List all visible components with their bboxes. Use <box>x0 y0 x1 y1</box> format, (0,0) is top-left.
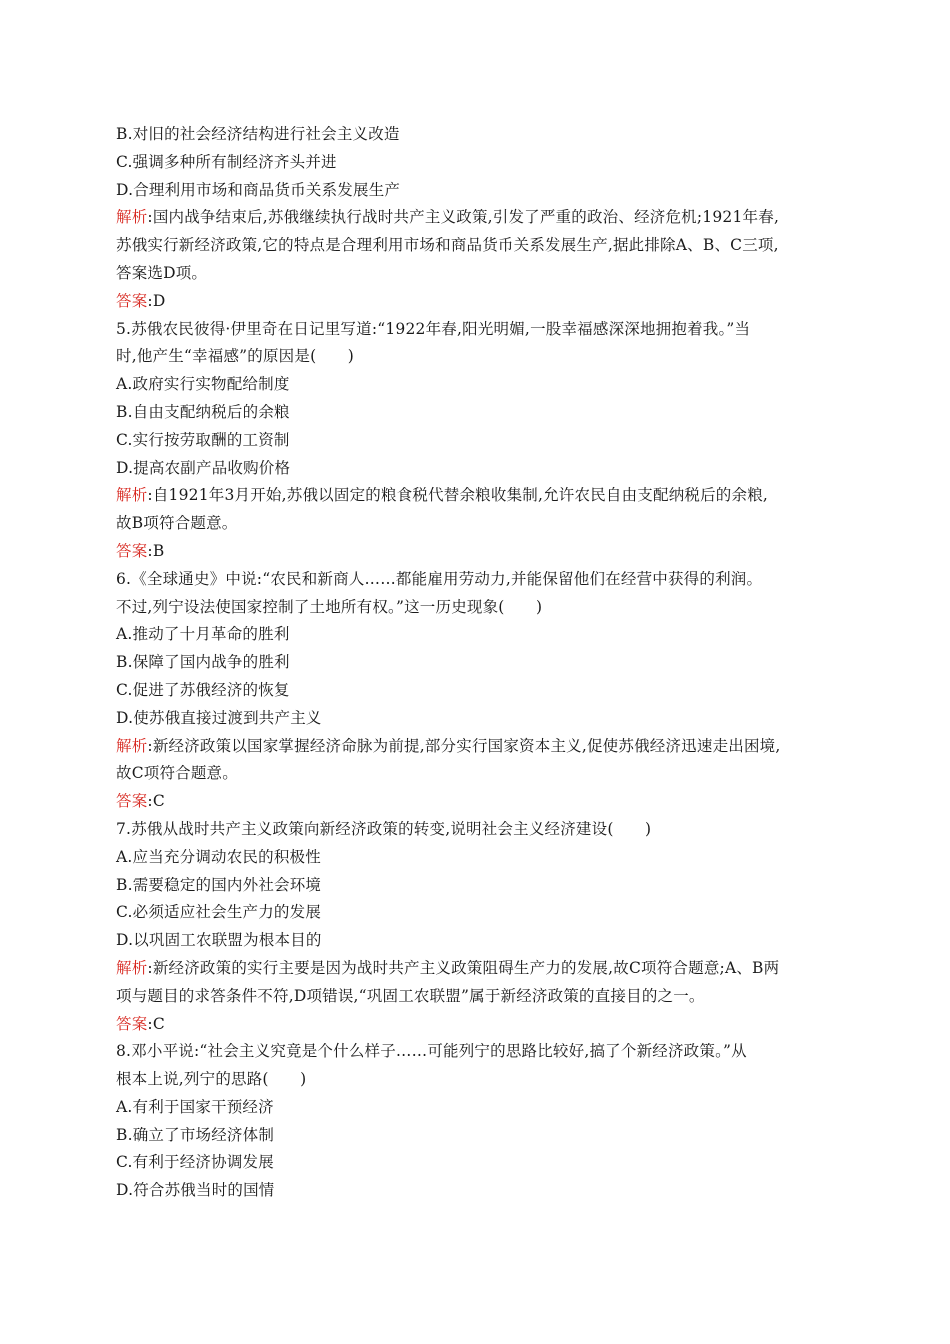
analysis-line: 故C项符合题意。 <box>116 764 238 783</box>
question-8-block <box>116 1038 836 1205</box>
option-b: B.自由支配纳税后的余粮 <box>116 402 290 421</box>
question-stem: 不过,列宁设法使国家控制了土地所有权。”这一历史现象( ) <box>116 597 543 616</box>
option-d: D.使苏俄直接过渡到共产主义 <box>116 708 322 727</box>
option-c: C.强调多种所有制经济齐头并进 <box>116 152 337 171</box>
question-6-block <box>116 566 836 816</box>
option-b: B.保障了国内战争的胜利 <box>116 653 290 672</box>
option-d: D.合理利用市场和商品货币关系发展生产 <box>116 180 401 199</box>
answer-line: 答案:D <box>116 291 166 310</box>
option-b: B.确立了市场经济体制 <box>116 1125 275 1144</box>
question-4-block <box>116 121 836 316</box>
analysis-line: 项与题目的求答条件不符,D项错误,“巩固工农联盟”属于新经济政策的直接目的之一。 <box>116 986 705 1005</box>
answer-label: 答案 <box>116 792 148 811</box>
analysis-line: 苏俄实行新经济政策,它的特点是合理利用市场和商品货币关系发展生产,据此排除A、B、C三项, <box>116 236 779 255</box>
analysis-line: 答案选D项。 <box>116 263 208 282</box>
analysis-line: 解析:新经济政策的实行主要是因为战时共产主义政策阻碍生产力的发展,故C项符合题意;A、B两 <box>116 958 780 977</box>
question-stem: 5.苏俄农民彼得·伊里奇在日记里写道:“1922年春,阳光明媚,一股幸福感深深地拥抱着我。”当 <box>116 319 751 338</box>
option-b: B.对旧的社会经济结构进行社会主义改造 <box>116 125 400 143</box>
option-c: C.必须适应社会生产力的发展 <box>116 903 322 922</box>
analysis-line: 解析:新经济政策以国家掌握经济命脉为前提,部分实行国家资本主义,促使苏俄经济迅速走出困境, <box>116 736 781 755</box>
question-stem: 7.苏俄从战时共产主义政策向新经济政策的转变,说明社会主义经济建设( ) <box>116 819 652 838</box>
option-d: D.提高农副产品收购价格 <box>116 458 291 477</box>
answer-line: 答案:C <box>116 1014 165 1033</box>
analysis-label: 解析 <box>116 736 148 755</box>
option-b: B.需要稳定的国内外社会环境 <box>116 875 322 894</box>
analysis-line: 解析:自1921年3月开始,苏俄以固定的粮食税代替余粮收集制,允许农民自由支配纳税后的余粮, <box>116 486 769 505</box>
option-c: C.促进了苏俄经济的恢复 <box>116 680 290 699</box>
option-a: A.应当充分调动农民的积极性 <box>116 847 321 866</box>
option-d: D.符合苏俄当时的国情 <box>116 1181 275 1200</box>
question-stem: 6.《全球通史》中说:“农民和新商人……都能雇用劳动力,并能保留他们在经营中获得的利润。 <box>116 569 763 588</box>
question-stem: 根本上说,列宁的思路( ) <box>116 1070 307 1089</box>
option-a: A.有利于国家干预经济 <box>116 1097 274 1116</box>
option-c: C.有利于经济协调发展 <box>116 1153 274 1172</box>
answer-label: 答案 <box>116 291 148 310</box>
analysis-label: 解析 <box>116 486 148 505</box>
answer-label: 答案 <box>116 541 148 560</box>
answer-line: 答案:C <box>116 792 165 811</box>
document-page <box>116 121 836 1205</box>
question-5-block <box>116 316 836 566</box>
question-7-block <box>116 816 836 1038</box>
analysis-label: 解析 <box>116 958 148 977</box>
answer-line: 答案:B <box>116 541 165 560</box>
analysis-line: 故B项符合题意。 <box>116 514 238 533</box>
option-a: A.政府实行实物配给制度 <box>116 375 290 394</box>
option-d: D.以巩固工农联盟为根本目的 <box>116 931 322 950</box>
question-stem: 时,他产生“幸福感”的原因是( ) <box>116 347 354 366</box>
answer-label: 答案 <box>116 1014 148 1033</box>
analysis-line: 解析:国内战争结束后,苏俄继续执行战时共产主义政策,引发了严重的政治、经济危机;1921年春, <box>116 208 780 227</box>
option-a: A.推动了十月革命的胜利 <box>116 625 290 644</box>
option-c: C.实行按劳取酬的工资制 <box>116 430 290 449</box>
analysis-label: 解析 <box>116 208 148 227</box>
question-stem: 8.邓小平说:“社会主义究竟是个什么样子……可能列宁的思路比较好,搞了个新经济政策。”从 <box>116 1042 747 1061</box>
